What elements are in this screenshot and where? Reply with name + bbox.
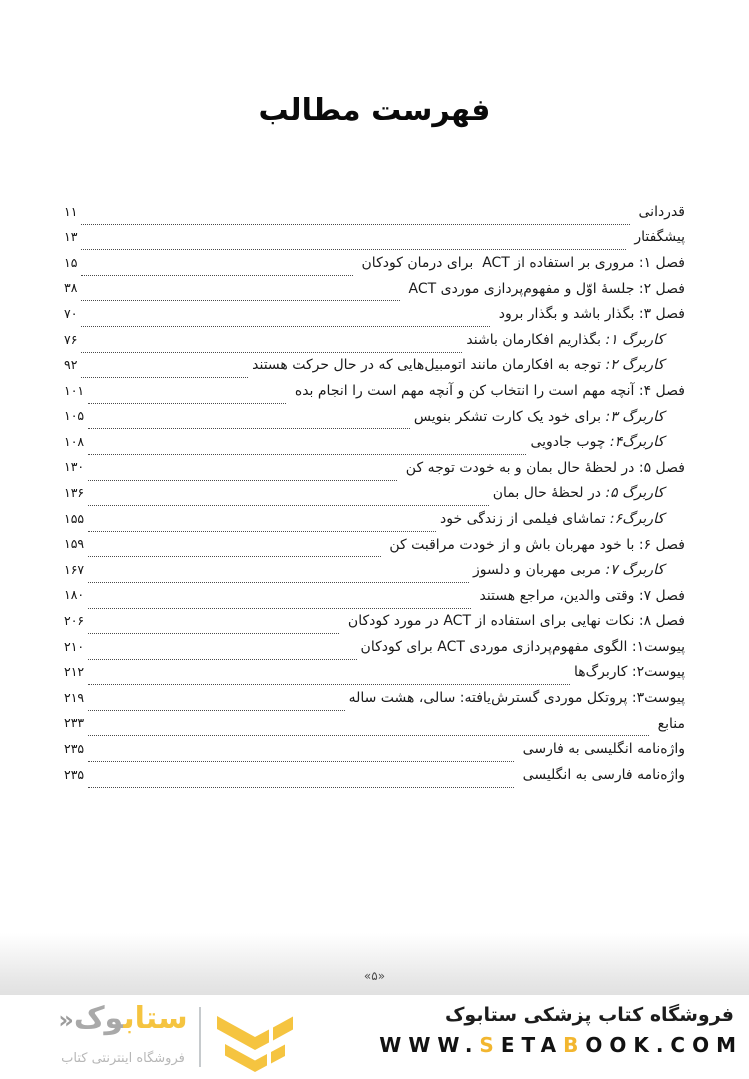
toc-row bbox=[64, 353, 685, 379]
toc-entry-label: توجه به افکارمان مانند اتومبیل‌هایی که در حال حرکت هستند bbox=[252, 357, 601, 374]
toc-row bbox=[64, 199, 685, 225]
toc-entry-label: پیوست۳: پروتکل موردی گسترش‌یافته: سالی، هشت ساله bbox=[348, 690, 685, 707]
toc-page-number: ۱۵۵ bbox=[64, 510, 85, 526]
toc-entry-label: بگذاریم افکارمان باشند bbox=[466, 331, 601, 348]
toc-dot-leader bbox=[88, 422, 410, 429]
toc-row bbox=[64, 532, 685, 558]
logo-wordmark-gray: وک bbox=[73, 1001, 124, 1036]
toc-entry-label: برای خود یک کارت تشکر بنویس bbox=[413, 408, 601, 425]
logo-divider bbox=[199, 1007, 201, 1067]
toc-page-number: ۷۶ bbox=[64, 331, 78, 347]
toc-row bbox=[64, 660, 685, 686]
toc-page-number: ۲۳۵ bbox=[64, 741, 85, 757]
toc-dot-leader bbox=[88, 729, 649, 736]
logo-tagline: فروشگاه اینترنتی کتاب bbox=[61, 1051, 185, 1066]
store-name: فروشگاه کتاب پزشکی ستابوک bbox=[444, 1004, 734, 1026]
toc-entry-label: فصل ۸: نکات نهایی برای استفاده از ACT در مورد کودکان bbox=[343, 613, 685, 630]
toc-entry-label: چوب جادویی bbox=[530, 434, 606, 451]
toc-row bbox=[64, 557, 685, 583]
toc-row bbox=[64, 404, 685, 430]
toc-entry-label: فصل ۶: با خود مهربان باش و از خودت مراقبت کن bbox=[384, 536, 685, 553]
toc-entry-label: فصل ۲: جلسهٔ اوّل و مفهوم‌پردازی موردی ACT bbox=[404, 280, 685, 297]
toc-page-number: ۲۱۹ bbox=[64, 689, 85, 705]
url-part: OOK.COM bbox=[585, 1033, 743, 1057]
toc-row bbox=[64, 609, 685, 635]
toc-entry-label: واژه‌نامه فارسی به انگلیسی bbox=[518, 766, 685, 783]
toc-row bbox=[64, 481, 685, 507]
toc-page-number: ۱۰۵ bbox=[64, 408, 85, 424]
toc-entry-worksheet-prefix: کاربرگ ۷: bbox=[601, 562, 664, 579]
toc-row bbox=[64, 429, 685, 455]
toc-dot-leader bbox=[88, 474, 397, 481]
toc-entry-worksheet-prefix: کاربرگ ۳: bbox=[601, 408, 664, 425]
toc-entry-worksheet-prefix: کاربرگ۶: bbox=[605, 510, 664, 527]
toc-dot-leader bbox=[88, 397, 286, 404]
guillemet-icon: « bbox=[58, 1006, 74, 1034]
toc-dot-leader bbox=[88, 653, 356, 660]
toc-dot-leader bbox=[88, 755, 514, 762]
toc-page-number: ۱۸۰ bbox=[64, 587, 85, 603]
toc-dot-leader bbox=[88, 525, 436, 532]
toc-entry-label: پیوست۲: کاربرگ‌ها bbox=[573, 664, 685, 681]
logo-wordmark bbox=[48, 1001, 198, 1037]
toc-entry-label: فصل ۱: مروری بر استفاده از ACT برای درمان کودکان bbox=[357, 254, 685, 271]
toc-entry-worksheet-prefix: کاربرگ ۲: bbox=[601, 357, 664, 374]
toc-page-number: ۲۱۰ bbox=[64, 638, 85, 654]
toc-dot-leader bbox=[88, 627, 339, 634]
toc-entry-worksheet-prefix: کاربرگ ۵: bbox=[601, 485, 664, 502]
toc-row bbox=[64, 762, 685, 788]
toc-dot-leader bbox=[81, 269, 353, 276]
toc-row bbox=[64, 634, 685, 660]
toc-row bbox=[64, 685, 685, 711]
page-bottom-shadow bbox=[0, 933, 749, 995]
toc-page-number: ۱۰۸ bbox=[64, 433, 85, 449]
toc-entry-label: فصل ۷: وقتی والدین، مراجع هستند bbox=[475, 587, 685, 604]
toc-entry-worksheet-prefix: کاربرگ۴: bbox=[605, 434, 664, 451]
footer-store-info bbox=[379, 1004, 743, 1057]
toc-dot-leader bbox=[88, 678, 570, 685]
logo-wordmark-yellow: ستاب bbox=[123, 1001, 188, 1036]
toc-row bbox=[64, 276, 685, 302]
toc-dot-leader bbox=[81, 218, 630, 225]
toc-dot-leader bbox=[88, 499, 489, 506]
toc-entry-worksheet-prefix: کاربرگ ۱: bbox=[601, 331, 664, 348]
toc-dot-leader bbox=[88, 550, 381, 557]
toc-page-number: ۱۰۱ bbox=[64, 382, 85, 398]
toc-page-number: ۲۱۲ bbox=[64, 664, 85, 680]
toc-entry-label: پیوست۱: الگوی مفهوم‌پردازی موردی ACT برای کودکان bbox=[360, 638, 685, 655]
toc-list bbox=[64, 199, 685, 788]
toc-page-number: ۲۳۳ bbox=[64, 715, 85, 731]
toc-row bbox=[64, 455, 685, 481]
toc-dot-leader bbox=[81, 346, 462, 353]
footer bbox=[0, 995, 749, 1079]
toc-dot-leader bbox=[88, 448, 526, 455]
toc-row bbox=[64, 711, 685, 737]
toc-row bbox=[64, 378, 685, 404]
toc-row bbox=[64, 301, 685, 327]
toc-page-number: ۱۵۹ bbox=[64, 536, 85, 552]
toc-page-number: ۱۶۷ bbox=[64, 561, 85, 577]
toc-row bbox=[64, 583, 685, 609]
toc-page-number: ۳۸ bbox=[64, 280, 78, 296]
toc-page-number: ۱۳۶ bbox=[64, 485, 85, 501]
toc-entry-label: قدردانی bbox=[634, 203, 685, 220]
toc-dot-leader bbox=[88, 704, 344, 711]
toc-page-number: ۷۰ bbox=[64, 305, 78, 321]
toc-page-number: ۱۳ bbox=[64, 229, 78, 245]
website-url[interactable] bbox=[379, 1033, 743, 1057]
url-part: WWW. bbox=[379, 1033, 480, 1057]
url-part: ETA bbox=[500, 1033, 564, 1057]
toc-entry-label: فصل ۴: آنچه مهم است را انتخاب کن و آنچه مهم است را انجام بده bbox=[290, 382, 685, 399]
folio-page-number: «۵» bbox=[363, 969, 386, 983]
toc-dot-leader bbox=[81, 294, 400, 301]
toc-page-number: ۲۰۶ bbox=[64, 613, 85, 629]
toc-page-number: ۱۵ bbox=[64, 254, 78, 270]
toc-row bbox=[64, 506, 685, 532]
page-title: فهرست مطالب bbox=[258, 93, 491, 128]
toc-page-number: ۹۲ bbox=[64, 357, 78, 373]
toc-dot-leader bbox=[88, 602, 471, 609]
toc-entry-label: واژه‌نامه انگلیسی به فارسی bbox=[518, 741, 685, 758]
toc-dot-leader bbox=[81, 371, 248, 378]
toc-entry-label: فصل ۳: بگذار باشد و بگذار برود bbox=[494, 306, 685, 323]
toc-dot-leader bbox=[88, 781, 514, 788]
toc-row bbox=[64, 327, 685, 353]
toc-dot-leader bbox=[81, 320, 490, 327]
toc-entry-label: منابع bbox=[653, 715, 685, 732]
toc-page-number: ۲۳۵ bbox=[64, 766, 85, 782]
setabook-chevron-icon bbox=[214, 1004, 296, 1072]
toc-dot-leader bbox=[88, 576, 469, 583]
toc-entry-label: در لحظهٔ حال بمان bbox=[492, 485, 601, 502]
url-part-accent: B bbox=[563, 1033, 586, 1057]
toc-dot-leader bbox=[81, 243, 625, 250]
toc-entry-label: تماشای فیلمی از زندگی خود bbox=[440, 510, 606, 527]
url-part-accent: S bbox=[479, 1033, 501, 1057]
toc-row bbox=[64, 225, 685, 251]
toc-page-number: ۱۳۰ bbox=[64, 459, 85, 475]
setabook-logo[interactable] bbox=[36, 995, 306, 1079]
toc-row bbox=[64, 250, 685, 276]
toc-page-number: ۱۱ bbox=[64, 203, 78, 219]
toc-entry-label: مربی مهربان و دلسوز bbox=[472, 562, 601, 579]
toc-entry-label: پیشگفتار bbox=[629, 229, 685, 246]
toc-row bbox=[64, 736, 685, 762]
toc-entry-label: فصل ۵: در لحظهٔ حال بمان و به خودت توجه کن bbox=[401, 459, 685, 476]
